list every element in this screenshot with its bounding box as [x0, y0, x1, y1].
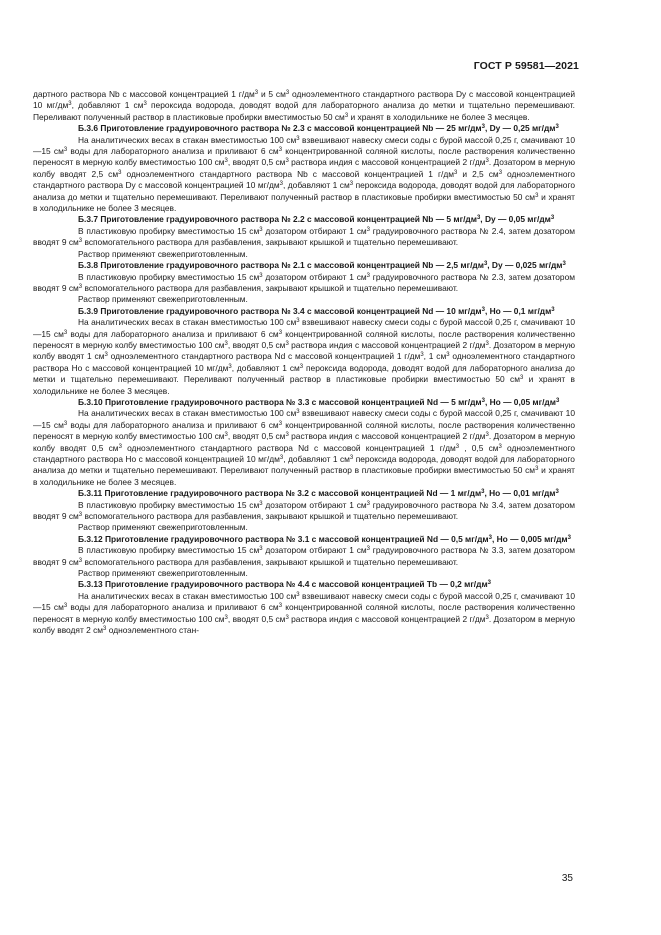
superscript: 3	[278, 420, 283, 427]
superscript: 3	[224, 340, 228, 347]
superscript: 3	[535, 466, 539, 473]
text-run: вспомогательного раствора для разбавления, закрывают крышкой и тщательно перемешивают.	[82, 556, 459, 567]
text-run: Раствор применяют свежеприготовленным.	[78, 248, 248, 259]
text-run: дозатором отбирают 1 см	[262, 545, 367, 556]
superscript: 3	[296, 591, 300, 598]
section-heading	[33, 260, 575, 271]
superscript: 3	[78, 238, 83, 245]
superscript: 3	[488, 534, 492, 541]
body-paragraph	[33, 500, 575, 523]
text-run: вспомогательного раствора для разбавления, закрывают крышкой и тщательно перемешивают.	[82, 511, 459, 522]
superscript: 3	[498, 443, 502, 450]
text-run: воды для лабораторного анализа и приливают 6 см	[67, 419, 279, 430]
superscript: 3	[224, 432, 228, 439]
superscript: 3	[485, 340, 489, 347]
superscript: 3	[63, 147, 68, 154]
superscript: 3	[349, 181, 354, 188]
text-run: Раствор применяют свежеприготовленным.	[78, 568, 248, 579]
text-run: взвешивают навеску смеси соды с бурой массой 0,25 г, смачивают 10—15 см	[33, 590, 575, 613]
superscript: 3	[483, 261, 488, 268]
superscript: 3	[555, 489, 559, 496]
text-run: одноэлементного стандартного раствора Dy с массовой концентрацией 10 мг/дм	[33, 89, 576, 111]
section-heading	[33, 579, 575, 590]
text-run: , вводят 0,5 см	[227, 157, 286, 168]
text-run: дозатором отбирают 1 см	[262, 499, 367, 510]
text-run: Б.3.9 Приготовление градуировочного раствора № 3.4 с массовой концентрацией Nd — 10 мг/дм	[78, 305, 482, 316]
text-run: Б.3.11 Приготовление градуировочного раствора № 3.2 с массовой концентрацией Nd — 1 мг/дм	[78, 488, 482, 499]
superscript: 3	[104, 352, 108, 359]
text-run: На аналитических весах в стакан вместимостью 100 см	[78, 317, 297, 328]
superscript: 3	[349, 455, 354, 461]
text-run: , Ho — 0,005 мг/дм	[491, 533, 568, 544]
superscript: 3	[118, 169, 122, 176]
body-paragraph	[33, 89, 575, 123]
text-run: концентрированной соляной кислоты, после растворения количественно переносят в мерную колбу вместимостью 100 см	[33, 602, 575, 624]
superscript: 3	[259, 500, 263, 507]
superscript: 3	[446, 352, 450, 359]
superscript: 3	[481, 489, 485, 496]
superscript: 3	[259, 546, 263, 553]
text-run: градуировочного раствора № 2.4, затем дозатором вводят 9 см	[33, 225, 576, 248]
superscript: 3	[299, 363, 304, 370]
text-run: Б.3.8 Приготовление градуировочного раствора № 2.1 с массовой концентрацией Nb — 2,5 мг/дм	[78, 260, 484, 271]
text-run: , вводят 0,5 см	[227, 339, 286, 350]
superscript: 3	[420, 352, 424, 359]
superscript: 3	[296, 135, 300, 142]
text-run: пероксида водорода, доводят водой для лабораторного анализа до метки и тщательно перемешивают. Переливают полученный раствор в пластиковые пробирки вместимостью 50 см	[33, 180, 575, 202]
text-run: дозатором отбирают 1 см	[262, 225, 367, 236]
text-run: одноэлементного стан-	[106, 625, 200, 636]
text-run: раствора индия с массовой концентрацией 2 г/дм	[288, 339, 486, 350]
superscript: 3	[224, 614, 228, 621]
text-run: В пластиковую пробирку вместимостью 15 см	[78, 499, 260, 510]
text-run: , вводят 0,5 см	[227, 431, 286, 442]
text-run: вспомогательного раствора для разбавления, закрывают крышкой и тщательно перемешивают.	[82, 282, 459, 293]
text-run: , добавляют 1 см	[283, 454, 350, 464]
superscript: 3	[63, 420, 68, 427]
section-heading	[33, 306, 575, 317]
superscript: 3	[78, 557, 83, 564]
text-run: Раствор применяют свежеприготовленным.	[78, 294, 248, 305]
text-run: , 1 см	[423, 351, 447, 362]
text-run: и 2,5 см	[457, 168, 499, 179]
body-paragraph	[33, 272, 575, 295]
text-run: , Ho — 0,01 мг/дм	[484, 488, 556, 499]
superscript: 3	[78, 512, 83, 519]
superscript: 3	[278, 603, 283, 610]
superscript: 3	[487, 580, 491, 587]
superscript: 3	[567, 534, 571, 541]
superscript: 3	[285, 614, 289, 621]
text-run: На аналитических весах в стакан вместимостью 100 см	[78, 408, 297, 419]
text-run: , вводят 0,5 см	[227, 613, 286, 624]
body-paragraph	[33, 522, 575, 533]
text-run: и 5 см	[258, 89, 286, 99]
text-run: концентрированной соляной кислоты, после растворения количественно переносят в мерную колбу вместимостью 100 см	[33, 419, 575, 442]
text-run: одноэлементного стандартного раствора Nd с массовой концентрацией 1 г/дм	[107, 351, 421, 362]
text-run: одноэлементного стандартного раствора Ho с массовой концентрацией 10 мг/дм	[33, 351, 575, 373]
superscript: 3	[555, 397, 560, 404]
superscript: 3	[143, 101, 147, 108]
superscript: 3	[366, 500, 370, 507]
text-run: Б.3.10 Приготовление градуировочного раствора № 3.3 с массовой концентрацией Nd — 5 мг/дм	[78, 396, 482, 407]
superscript: 3	[63, 329, 68, 336]
superscript: 3	[481, 124, 485, 131]
superscript: 3	[63, 603, 68, 610]
text-run: В пластиковую пробирку вместимостью 15 см	[78, 545, 260, 556]
text-run: воды для лабораторного анализа и приливают 6 см	[67, 602, 279, 613]
text-run: дартного раствора Nb с массовой концентрацией 1 г/дм	[33, 89, 255, 99]
superscript: 3	[366, 546, 370, 553]
superscript: 3	[498, 169, 503, 176]
superscript: 3	[550, 215, 555, 222]
body-paragraph	[33, 249, 575, 260]
superscript: 3	[285, 90, 290, 96]
superscript: 3	[562, 261, 566, 268]
superscript: 3	[555, 124, 559, 131]
text-run: раствора индия с массовой концентрацией 2 г/дм	[288, 613, 486, 624]
text-run: Б.3.6 Приготовление градуировочного раствора № 2.3 с массовой концентрацией Nb — 25 мг/дм	[78, 123, 482, 134]
superscript: 3	[296, 409, 300, 416]
superscript: 3	[481, 306, 485, 313]
superscript: 3	[551, 306, 555, 313]
superscript: 3	[68, 101, 72, 108]
text-run: и хранят в холодильнике не более 3 месяцев.	[348, 111, 530, 122]
text-run: концентрированной соляной кислоты, после растворения количественно переносят в мерную колбу вместимостью 100 см	[33, 146, 575, 168]
text-run: одноэлементного стандартного раствора Nd с массовой концентрацией 1 г/дм	[121, 442, 456, 453]
text-run: Б.3.7 Приготовление градуировочного раствора № 2.2 с массовой концентрацией Nb — 5 мг/дм	[78, 214, 477, 225]
text-run: одноэлементного стандартного раствора Ho с массовой концентрацией 10 мг/дм	[33, 442, 576, 464]
text-run: пероксида водорода, доводят водой для лабораторного анализа до метки и тщательно перемешивают. Переливают полученный раствор в пластиковые пробирки вместимостью 50 см	[33, 454, 575, 476]
text-run: . Дозатором в мерную колбу вводят 2 см	[33, 613, 575, 636]
text-run: , Dy — 0,05 мг/дм	[480, 214, 551, 225]
superscript: 3	[476, 215, 481, 222]
section-heading	[33, 214, 575, 225]
body-paragraph	[33, 317, 575, 397]
text-run: пероксида водорода, доводят водой для лабораторного анализа до метки и тщательно перемешивают. Переливают полученный раствор в пластиковые пробирки вместимостью 50 см	[33, 100, 575, 122]
superscript: 3	[278, 329, 283, 336]
text-run: , добавляют 1 см	[282, 180, 350, 191]
superscript: 3	[285, 340, 289, 347]
superscript: 3	[254, 90, 259, 96]
text-run: взвешивают навеску смеси соды с бурой массой 0,25 г, смачивают 10—15 см	[33, 317, 575, 339]
superscript: 3	[366, 272, 370, 279]
document-body	[33, 89, 575, 637]
superscript: 3	[344, 112, 349, 119]
body-paragraph	[33, 294, 575, 305]
text-run: концентрированной соляной кислоты, после растворения количественно переносят в мерную колбу вместимостью 100 см	[33, 328, 575, 350]
body-paragraph	[33, 226, 575, 249]
superscript: 3	[224, 158, 228, 165]
superscript: 3	[285, 158, 289, 165]
text-run: раствора индия с массовой концентрацией 2 г/дм	[288, 431, 486, 442]
superscript: 3	[118, 443, 122, 450]
superscript: 3	[366, 226, 370, 233]
text-run: градуировочного раствора № 3.3, затем дозатором вводят 9 см	[33, 545, 576, 567]
text-run: и хранят в холодильнике не более 3 месяцев.	[33, 465, 575, 487]
text-run: пероксида водорода, доводят водой для лабораторного анализа до метки и тщательно перемешивают. Переливают полученный раствор в пластиковые пробирки вместимостью 50 см	[33, 362, 575, 385]
superscript: 3	[259, 272, 263, 279]
text-run: В пластиковую пробирку вместимостью 15 см	[78, 271, 260, 282]
text-run: одноэлементного стандартного раствора Nb с массовой концентрацией 1 г/дм	[121, 168, 454, 179]
superscript: 3	[485, 432, 489, 439]
text-run: раствора индия с массовой концентрацией 2 г/дм	[288, 157, 486, 168]
text-run: взвешивают навеску смеси соды с бурой массой 0,25 г, смачивают 10—15 см	[33, 408, 575, 430]
text-run: , Ho — 0,1 мг/дм	[484, 305, 552, 316]
superscript: 3	[454, 169, 458, 176]
superscript: 3	[259, 226, 263, 233]
superscript: 3	[485, 614, 489, 621]
text-run: одноэлементного стандартного раствора Dy с массовой концентрацией 10 мг/дм	[33, 168, 576, 191]
text-run: дозатором отбирают 1 см	[262, 271, 367, 282]
page-number: 35	[561, 873, 573, 884]
superscript: 3	[78, 283, 83, 290]
superscript: 3	[103, 626, 107, 633]
body-paragraph	[33, 591, 575, 637]
document-code: ГОСТ Р 59581—2021	[473, 60, 579, 72]
body-paragraph	[33, 545, 575, 568]
superscript: 3	[481, 397, 485, 404]
superscript: 3	[455, 443, 460, 450]
section-heading	[33, 397, 575, 408]
superscript: 3	[278, 147, 283, 154]
superscript: 3	[279, 455, 284, 461]
text-run: На аналитических весах в стакан вместимостью 100 см	[78, 134, 297, 145]
text-run: , Ho — 0,05 мг/дм	[484, 396, 556, 407]
text-run: , 0,5 см	[459, 442, 499, 453]
body-paragraph	[33, 135, 575, 215]
text-run: воды для лабораторного анализа и приливают 6 см	[67, 146, 279, 157]
text-run: , Dy — 0,25 мг/дм	[484, 123, 556, 134]
body-paragraph	[33, 408, 575, 488]
superscript: 3	[279, 181, 283, 188]
text-run: , добавляют 1 см	[231, 362, 300, 373]
text-run: Раствор применяют свежеприготовленным.	[78, 522, 248, 533]
text-run: и хранят в холодильнике не более 3 месяцев.	[33, 191, 575, 214]
text-run: градуировочного раствора № 2.3, затем дозатором вводят 9 см	[33, 271, 576, 293]
section-heading	[33, 488, 575, 499]
text-run: и хранят в холодильнике не более 3 месяцев.	[33, 374, 576, 396]
text-run: Б.3.12 Приготовление градуировочного раствора № 3.1 с массовой концентрацией Nd — 0,5 мг/дм	[78, 533, 489, 544]
text-run: . Дозатором в мерную колбу вводят 2,5 см	[33, 157, 575, 179]
superscript: 3	[228, 363, 232, 370]
superscript: 3	[485, 158, 489, 165]
text-run: , добавляют 1 см	[71, 100, 144, 111]
superscript: 3	[296, 318, 300, 325]
text-run: Б.3.13 Приготовление градуировочного раствора № 4.4 с массовой концентрацией Tb — 0,2 мг/дм	[78, 579, 488, 590]
section-heading	[33, 534, 575, 545]
text-run: . Дозатором в мерную колбу вводят 0,5 см	[33, 431, 575, 453]
text-run: взвешивают навеску смеси соды с бурой массой 0,25 г, смачивают 10—15 см	[33, 134, 575, 157]
text-run: воды для лабораторного анализа и приливают 6 см	[67, 328, 279, 339]
text-run: , Dy — 0,025 мг/дм	[487, 260, 563, 271]
section-heading	[33, 123, 575, 134]
superscript: 3	[519, 375, 524, 382]
superscript: 3	[285, 432, 289, 439]
body-paragraph	[33, 568, 575, 579]
text-run: вспомогательного раствора для разбавления, закрывают крышкой и тщательно перемешивают.	[82, 237, 459, 248]
text-run: На аналитических весах в стакан вместимостью 100 см	[78, 590, 297, 601]
text-run: В пластиковую пробирку вместимостью 15 см	[78, 225, 260, 236]
superscript: 3	[535, 192, 539, 199]
text-run: . Дозатором в мерную колбу вводят 1 см	[33, 339, 575, 362]
text-run: градуировочного раствора № 3.4, затем дозатором вводят 9 см	[33, 499, 576, 522]
